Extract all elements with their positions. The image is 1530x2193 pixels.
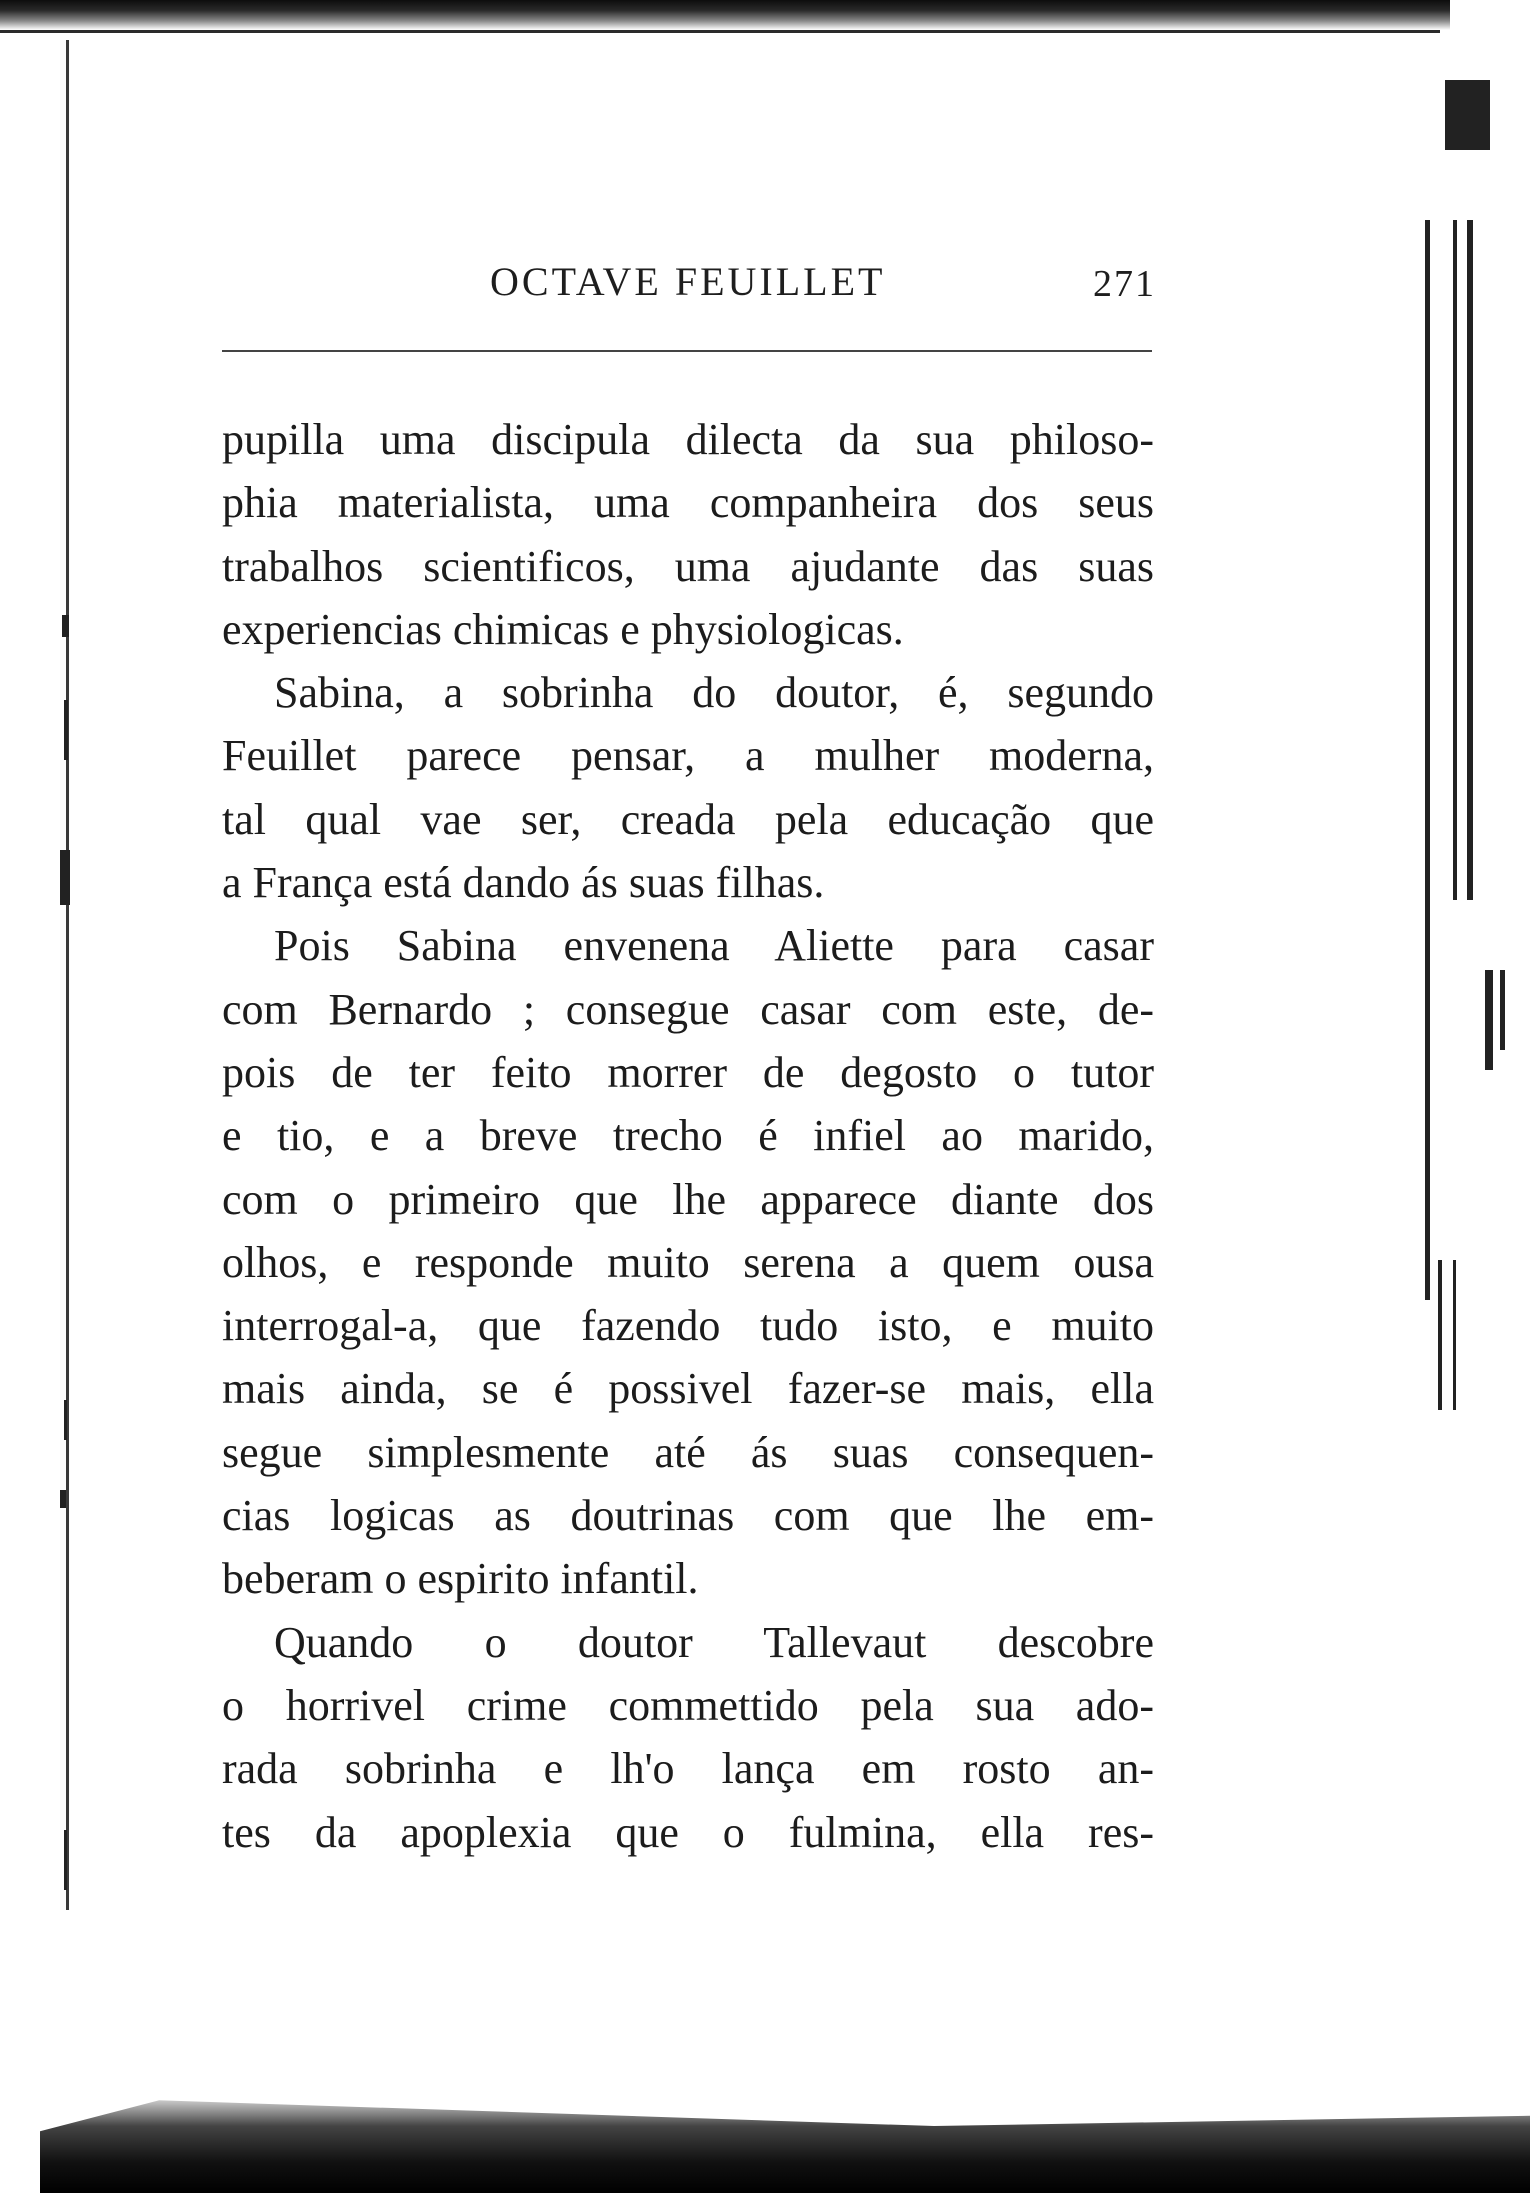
text-line: pupilla uma discipula dilecta da sua philoso- xyxy=(222,415,1154,464)
body-text xyxy=(222,408,1154,1864)
text-line: a França está dando ás suas filhas. xyxy=(222,858,825,908)
header-rule xyxy=(222,350,1152,352)
text-line: tes da apoplexia que o fulmina, ella res- xyxy=(222,1807,1154,1857)
text-line: experiencias chimicas e physiologicas. xyxy=(222,604,904,654)
page-number: 271 xyxy=(1093,263,1156,305)
text-line: pois de ter feito morrer de degosto o tutor xyxy=(222,1047,1154,1097)
text-line: segue simplesmente até ás suas consequen- xyxy=(222,1427,1154,1477)
text-line: com o primeiro que lhe apparece diante dos xyxy=(222,1174,1154,1224)
scan-right-edge-strip xyxy=(1405,40,1525,1420)
text-line: Pois Sabina envenena Aliette para casar xyxy=(274,921,1154,971)
scan-top-edge xyxy=(0,30,1440,33)
text-line: rada sobrinha e lh'o lança em rosto an- xyxy=(222,1744,1154,1794)
running-head: OCTAVE FEUILLET xyxy=(490,259,886,304)
text-line: Quando o doutor Tallevaut descobre xyxy=(274,1617,1154,1667)
scan-left-margin-marks xyxy=(50,0,90,2193)
text-line: e tio, e a breve trecho é infiel ao marido, xyxy=(222,1111,1154,1161)
text-line: mais ainda, se é possivel fazer-se mais, ella xyxy=(222,1364,1154,1414)
text-line: tal qual vae ser, creada pela educação que xyxy=(222,794,1154,844)
scan-top-shadow xyxy=(0,0,1450,30)
text-line: phia materialista, uma companheira dos seus xyxy=(222,478,1154,528)
text-line: Sabina, a sobrinha do doutor, é, segundo xyxy=(274,668,1154,718)
text-line: interrogal-a, que fazendo tudo isto, e muito xyxy=(222,1301,1154,1351)
text-line: Feuillet parece pensar, a mulher moderna, xyxy=(222,731,1154,781)
text-line: olhos, e responde muito serena a quem ousa xyxy=(222,1237,1154,1287)
scan-bottom-shadow xyxy=(40,2090,1530,2193)
text-line: o horrivel crime commettido pela sua ado- xyxy=(222,1680,1154,1730)
text-line: beberam o espirito infantil. xyxy=(222,1554,699,1604)
text-line: trabalhos scientificos, uma ajudante das suas xyxy=(222,541,1154,591)
text-line: com Bernardo ; consegue casar com este, de- xyxy=(222,984,1154,1034)
text-line: cias logicas as doutrinas com que lhe em- xyxy=(222,1491,1154,1541)
